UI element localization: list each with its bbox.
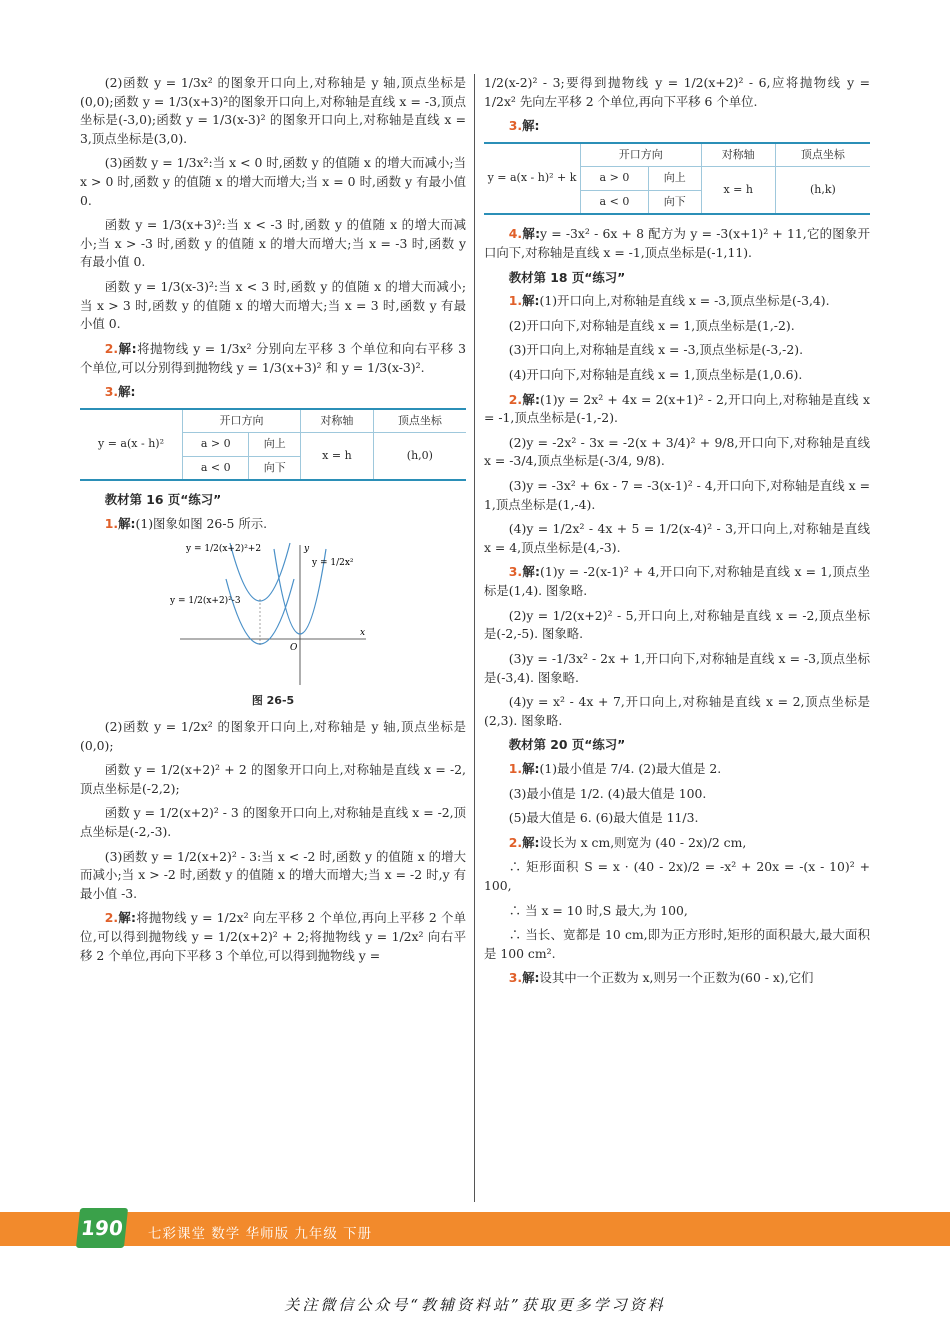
answer-text: (1)y = 2x² + 4x = 2(x+1)² - 2,开口向上,对称轴是直线 x = -1,顶点坐标是(-1,-2). xyxy=(484,391,870,426)
answer-label: 解: xyxy=(522,970,540,986)
figure-26-5 xyxy=(80,539,466,689)
table-cell: a < 0 xyxy=(183,456,249,480)
table-header: 开口方向 xyxy=(581,143,702,167)
question-number: 2. xyxy=(508,834,523,850)
answer-label: 解: xyxy=(522,118,540,134)
paragraph: (2)开口向下,对称轴是直线 x = 1,顶点坐标是(1,-2). xyxy=(508,317,795,333)
parabola-graph xyxy=(170,539,370,687)
table-cell: 向上 xyxy=(249,433,301,457)
paragraph: (3)函数 y = 1/2(x+2)² - 3:当 x < -2 时,函数 y 的值随 x 的增大而减小;当 x > -2 时,函数 y 的值随 x 的增大而增大;当 x = -2 时,y 有最小值 -3. xyxy=(80,848,466,901)
answer-3 xyxy=(484,969,870,988)
table-cell: x = h xyxy=(701,167,775,215)
paragraph: (2)函数 y = 1/3x² 的图象开口向上,对称轴是 y 轴,顶点坐标是(0,0);函数 y = 1/3(x+3)²的图象开口向上,对称轴是直线 x = -3,顶点坐标是(-3,0);函数 y = 1/3(x-3)² 的图象开口向上,对称轴是直线 x = 3,顶点坐标是(3,0). xyxy=(80,75,466,146)
table-cell: a > 0 xyxy=(581,167,649,191)
curve-label-3: y = 1/2(x+2)²-3 xyxy=(170,596,241,607)
page-number: 190 xyxy=(76,1208,128,1248)
answer-label: 解: xyxy=(522,564,540,580)
answer-1 xyxy=(484,760,870,779)
paragraph: 函数 y = 1/3(x+3)²:当 x < -3 时,函数 y 的值随 x 的增大而减小;当 x > -3 时,函数 y 的值随 x 的增大而增大;当 x = -3 时,函数 y 有最小值 0. xyxy=(80,217,466,270)
paragraph: 1/2(x-2)² - 3;要得到抛物线 y = 1/2(x+2)² - 6,应将抛物线 y = 1/2x² 先向左平移 2 个单位,再向下平移 6 个单位. xyxy=(484,75,870,109)
answer-2 xyxy=(80,909,466,965)
curve-label-1: y = 1/2(x+2)²+2 xyxy=(186,544,262,555)
curve-label-2: y = 1/2x² xyxy=(312,558,354,569)
answer-label: 解: xyxy=(522,760,540,776)
paragraph: ∴ 当 x = 10 时,S 最大,为 100, xyxy=(508,902,688,918)
question-number: 4. xyxy=(508,226,523,242)
paragraph: (3)最小值是 1/2. (4)最大值是 100. xyxy=(508,785,707,801)
answer-3-heading xyxy=(80,383,466,402)
answer-3-heading xyxy=(484,117,870,136)
paragraph: (3)函数 y = 1/3x²:当 x < 0 时,函数 y 的值随 x 的增大而减小;当 x > 0 时,函数 y 的值随 x 的增大而增大;当 x = 0 时,函数 y 有最小值 0. xyxy=(80,155,466,208)
question-number: 3. xyxy=(508,118,523,134)
answer-label: 解: xyxy=(118,340,137,356)
table-cell: 向下 xyxy=(648,190,701,214)
table-header: 对称轴 xyxy=(701,143,775,167)
answer-1 xyxy=(484,292,870,311)
figure-caption: 图 26-5 xyxy=(251,694,295,708)
answer-text: (1)最小值是 7/4. (2)最大值是 2. xyxy=(539,760,722,776)
column-divider xyxy=(474,74,475,1202)
answer-text: (1)图象如图 26-5 所示. xyxy=(135,515,268,531)
table-cell: 向下 xyxy=(249,456,301,480)
question-number: 2. xyxy=(508,391,523,407)
section-heading: 教材第 20 页“练习” xyxy=(508,737,626,753)
answer-3 xyxy=(484,563,870,600)
answer-label: 解: xyxy=(118,384,136,400)
paragraph: ∴ 矩形面积 S = x · (40 - 2x)/2 = -x² + 20x = -(x - 10)² + 100, xyxy=(484,859,870,893)
paragraph: (3)开口向上,对称轴是直线 x = -3,顶点坐标是(-3,-2). xyxy=(508,342,804,358)
answer-text: 设其中一个正数为 x,则另一个正数为(60 - x),它们 xyxy=(539,970,814,986)
footer-book-title: 七彩课堂 数学 华师版 九年级 下册 xyxy=(148,1226,373,1242)
table-cell: x = h xyxy=(301,433,374,481)
question-number: 1. xyxy=(508,293,523,309)
answer-label: 解: xyxy=(118,910,136,926)
answer-label: 解: xyxy=(522,293,540,309)
question-number: 1. xyxy=(104,515,119,531)
paragraph: (2)y = 1/2(x+2)² - 5,开口向上,对称轴是直线 x = -2,顶点坐标是(-2,-5). 图象略. xyxy=(484,607,870,642)
footer-bar xyxy=(0,1212,950,1246)
paragraph: 函数 y = 1/2(x+2)² - 3 的图象开口向上,对称轴是直线 x = -2,顶点坐标是(-2,-3). xyxy=(80,805,466,840)
table-cell-function: y = a(x - h)² xyxy=(80,409,183,481)
paragraph: (2)函数 y = 1/2x² 的图象开口向上,对称轴是 y 轴,顶点坐标是(0,0); xyxy=(80,718,466,753)
x-axis-label: x xyxy=(360,628,366,639)
paragraph: (4)y = 1/2x² - 4x + 5 = 1/2(x-4)² - 3,开口向上,对称轴是直线 x = 4,顶点坐标是(4,-3). xyxy=(484,521,870,555)
answer-label: 解: xyxy=(522,226,541,242)
table-header: 开口方向 xyxy=(183,409,301,433)
question-number: 2. xyxy=(104,340,119,356)
answer-text: 将抛物线 y = 1/2x² 向左平移 2 个单位,再向上平移 2 个单位,可以得到抛物线 y = 1/2(x+2)² + 2;将抛物线 y = 1/2x² 向右平移 2 个单位,再向下平移 3 个单位,可以得到抛物线 y = xyxy=(80,910,466,963)
answer-label: 解: xyxy=(118,515,136,531)
answer-text: 设长为 x cm,则宽为 (40 - 2x)/2 cm, xyxy=(539,834,747,850)
table-header: 顶点坐标 xyxy=(775,143,870,167)
left-column xyxy=(80,74,466,971)
section-heading: 教材第 16 页“练习” xyxy=(104,492,222,508)
answer-label: 解: xyxy=(522,391,541,407)
table-cell-function: y = a(x - h)² + k xyxy=(484,143,581,215)
paragraph: (5)最大值是 6. (6)最大值是 11/3. xyxy=(508,810,699,826)
table-header: 对称轴 xyxy=(301,409,374,433)
properties-table xyxy=(484,142,870,216)
table-cell: 向上 xyxy=(648,167,701,191)
bottom-note: 关注微信公众号“教辅资料站”获取更多学习资料 xyxy=(284,1296,666,1314)
origin-label: O xyxy=(290,643,298,654)
question-number: 3. xyxy=(508,970,523,986)
paragraph: 函数 y = 1/2(x+2)² + 2 的图象开口向上,对称轴是直线 x = -2,顶点坐标是(-2,2); xyxy=(80,762,466,796)
question-number: 1. xyxy=(508,760,523,776)
table-header: 顶点坐标 xyxy=(373,409,466,433)
paragraph: (2)y = -2x² - 3x = -2(x + 3/4)² + 9/8,开口向下,对称轴是直线 x = -3/4,顶点坐标是(-3/4, 9/8). xyxy=(484,434,870,469)
answer-text: y = -3x² - 6x + 8 配方为 y = -3(x+1)² + 11,它的图象开口向下,对称轴是直线 x = -1,顶点坐标是(-1,11). xyxy=(484,226,870,260)
answer-text: (1)开口向上,对称轴是直线 x = -3,顶点坐标是(-3,4). xyxy=(539,293,830,309)
paragraph: (4)y = x² - 4x + 7,开口向上,对称轴是直线 x = 2,顶点坐标是(2,3). 图象略. xyxy=(484,694,870,728)
question-number: 2. xyxy=(104,910,119,926)
paragraph: (4)开口向下,对称轴是直线 x = 1,顶点坐标是(1,0.6). xyxy=(508,366,803,382)
answer-text: (1)y = -2(x-1)² + 4,开口向下,对称轴是直线 x = 1,顶点坐标是(1,4). 图象略. xyxy=(484,564,870,599)
paragraph: 函数 y = 1/3(x-3)²:当 x < 3 时,函数 y 的值随 x 的增大而减小;当 x > 3 时,函数 y 的值随 x 的增大而增大;当 x = 3 时,函数 y 有最小值 0. xyxy=(80,279,466,332)
properties-table xyxy=(80,408,466,482)
question-number: 3. xyxy=(508,564,523,580)
question-number: 3. xyxy=(104,384,119,400)
answer-label: 解: xyxy=(522,834,540,850)
y-axis-label: y xyxy=(304,544,310,555)
paragraph: (3)y = -1/3x² - 2x + 1,开口向下,对称轴是直线 x = -3,顶点坐标是(-3,4). 图象略. xyxy=(484,650,870,685)
table-cell: a < 0 xyxy=(581,190,649,214)
table-cell: (h,k) xyxy=(775,167,870,215)
table-cell: a > 0 xyxy=(183,433,249,457)
table-cell: (h,0) xyxy=(373,433,466,481)
right-column xyxy=(484,74,870,994)
answer-1 xyxy=(80,515,466,534)
paragraph: (3)y = -3x² + 6x - 7 = -3(x-1)² - 4,开口向下,对称轴是直线 x = 1,顶点坐标是(1,-4). xyxy=(484,478,870,512)
section-heading: 教材第 18 页“练习” xyxy=(508,269,626,285)
answer-text: 将抛物线 y = 1/3x² 分别向左平移 3 个单位和向右平移 3 个单位,可以分别得到抛物线 y = 1/3(x+3)² 和 y = 1/3(x-3)². xyxy=(80,340,466,375)
answer-2 xyxy=(484,834,870,853)
paragraph: ∴ 当长、宽都是 10 cm,即为正方形时,矩形的面积最大,最大面积是 100 cm². xyxy=(484,927,870,961)
answer-4 xyxy=(484,225,870,262)
answer-2 xyxy=(484,391,870,428)
answer-2 xyxy=(80,340,466,377)
